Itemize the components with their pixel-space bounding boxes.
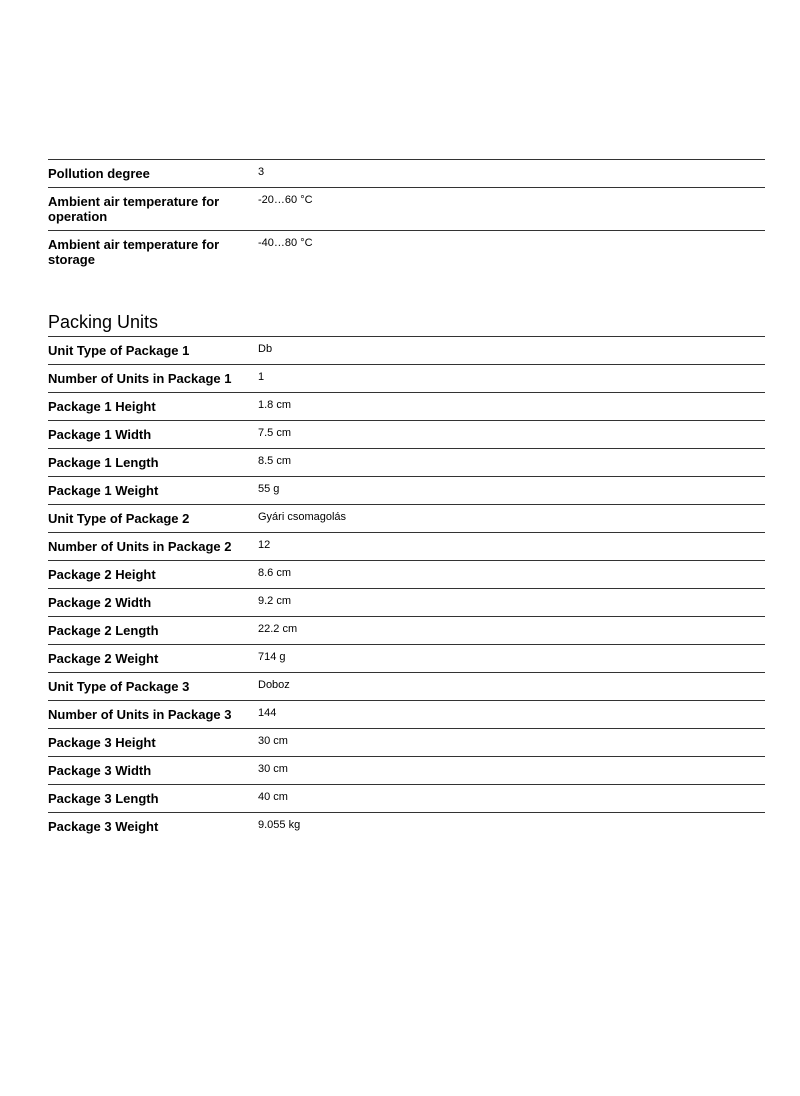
row-value: 144 [258,707,277,719]
table-row [48,449,765,477]
row-value: 714 g [258,651,286,663]
row-label: Package 3 Length [48,791,159,806]
row-value: 30 cm [258,735,288,747]
row-value: 22.2 cm [258,623,298,635]
row-label: Package 3 Width [48,763,152,778]
row-value: 8.5 cm [258,455,292,467]
row-label: Unit Type of Package 2 [48,511,190,526]
row-value: 55 g [258,483,280,495]
row-label: Package 3 Weight [48,819,159,834]
row-value: 12 [258,539,271,551]
table-row [48,617,765,645]
row-value: 8.6 cm [258,567,292,579]
row-label: Number of Units in Package 1 [48,371,232,386]
spec-sheet [48,159,765,841]
row-label: Package 2 Weight [48,651,159,666]
table-row [48,421,765,449]
row-value: 9.055 kg [258,819,301,831]
table-row [48,337,765,365]
table-row [48,160,765,188]
table-row [48,785,765,813]
table-row [48,729,765,757]
row-label: Pollution degree [48,166,150,181]
row-label: Unit Type of Package 1 [48,343,190,358]
row-value: 40 cm [258,791,288,803]
row-label: Ambient air temperature for storage [48,237,220,267]
table-row [48,757,765,785]
row-value: Db [258,343,273,355]
row-label: Package 2 Height [48,567,156,582]
row-label: Package 1 Weight [48,483,159,498]
row-value: Doboz [258,679,290,691]
table-row [48,365,765,393]
table-row [48,188,765,231]
table-row [48,701,765,729]
table-row [48,231,765,274]
table-row [48,533,765,561]
table-row [48,505,765,533]
table-row [48,813,765,841]
row-value: 1.8 cm [258,399,292,411]
row-label: Number of Units in Package 3 [48,707,232,722]
row-value: -20…60 °C [258,194,313,206]
row-label: Package 1 Length [48,455,159,470]
table-row [48,561,765,589]
row-label: Unit Type of Package 3 [48,679,190,694]
table-row [48,477,765,505]
table-row [48,645,765,673]
table-row [48,393,765,421]
row-label: Package 2 Length [48,623,159,638]
row-label: Package 2 Width [48,595,152,610]
packing-table [48,336,765,841]
table-row [48,589,765,617]
section-title-packing-units: Packing Units [48,312,159,332]
row-label: Package 3 Height [48,735,156,750]
row-label: Package 1 Width [48,427,152,442]
environment-table [48,159,765,274]
row-label: Package 1 Height [48,399,156,414]
table-row [48,673,765,701]
row-value: 9.2 cm [258,595,292,607]
row-value: Gyári csomagolás [258,511,347,523]
row-value: 7.5 cm [258,427,292,439]
row-value: 3 [258,166,265,178]
row-label: Number of Units in Package 2 [48,539,232,554]
row-value: -40…80 °C [258,237,313,249]
row-value: 1 [258,371,265,383]
row-value: 30 cm [258,763,288,775]
row-label: Ambient air temperature for operation [48,194,220,224]
